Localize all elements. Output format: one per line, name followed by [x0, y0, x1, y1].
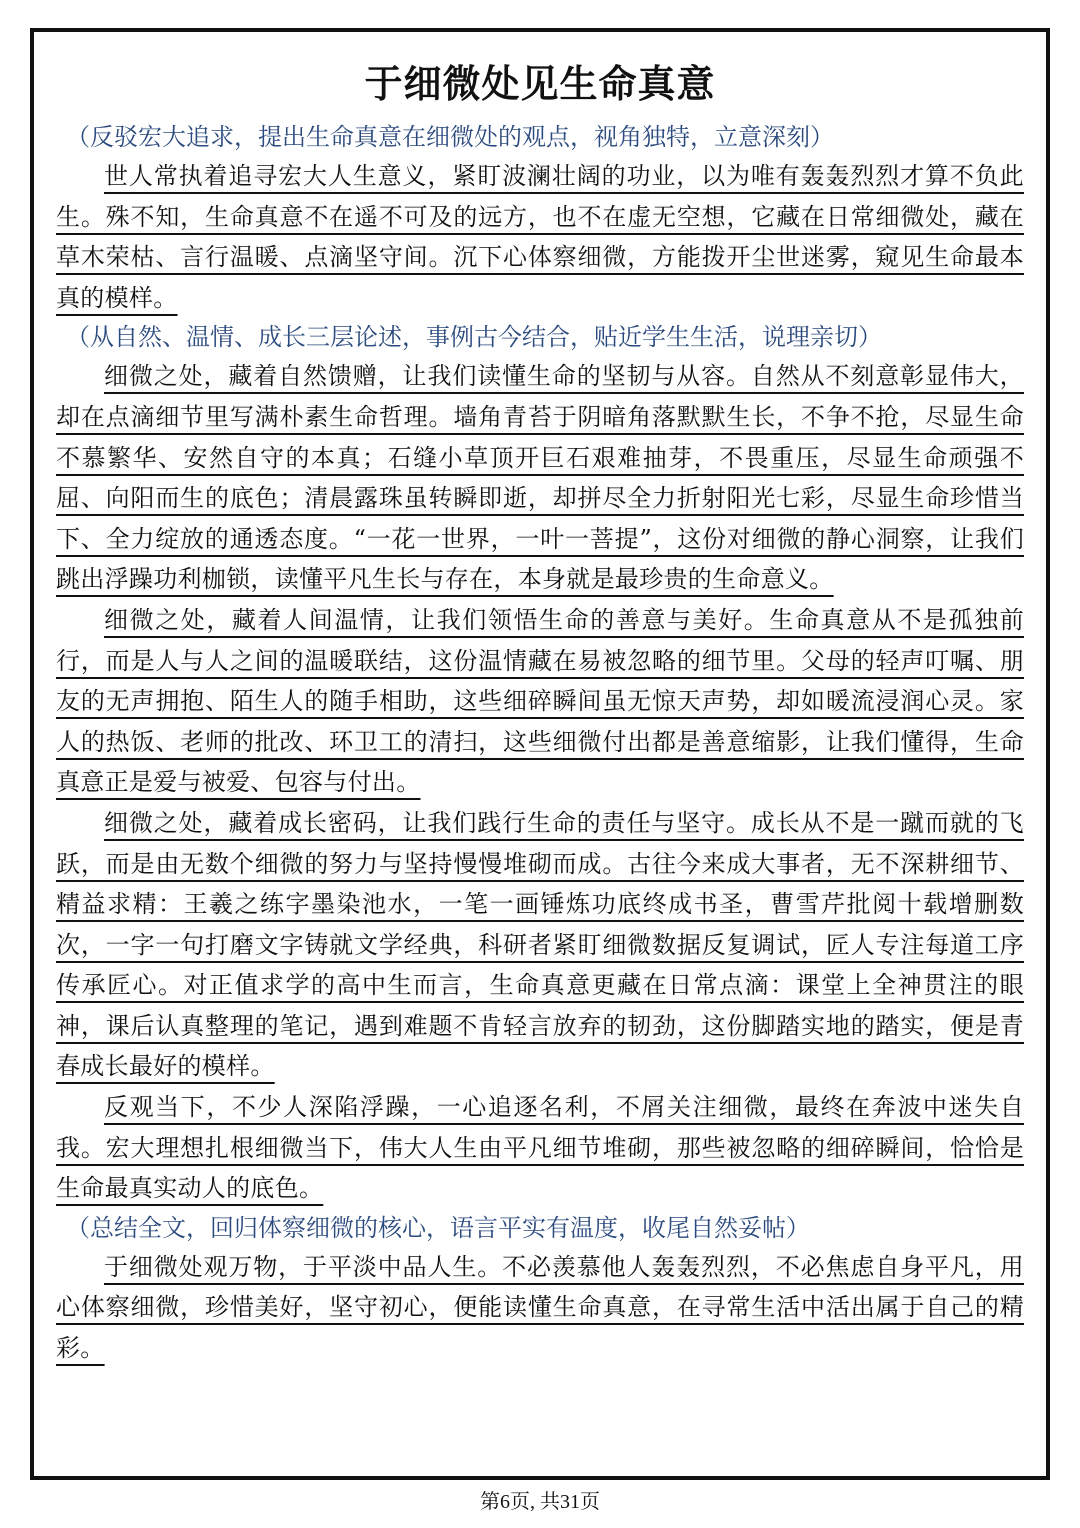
essay-paragraph: [56, 803, 1024, 1087]
essay-paragraph: [56, 1087, 1024, 1209]
essay-paragraph: [56, 356, 1024, 600]
annotation-note: （反驳宏大追求，提出生命真意在细微处的观点，视角独特，立意深刻）: [66, 123, 834, 151]
essay-paragraph: [56, 600, 1024, 803]
paragraph-text: 细微之处，藏着自然馈赠，让我们读懂生命的坚韧与从容。自然从不刻意彰显伟大，却在点滴细节里写满朴素生命哲理。墙角青苔于阴暗角落默默生长，不争不抢，尽显生命不慕繁华、安然自守的本真；石缝小草顶开巨石艰难抽芽，不畏重压，尽显生命顽强不屈、向阳而生的底色；清晨露珠虽转瞬即逝，却拼尽全力折射阳光七彩，尽显生命珍惜当下、全力绽放的通透态度。“一花一世界，一叶一菩提”，这份对细微的静心洞察，让我们跳出浮躁功利枷锁，读懂平凡生长与存在，本身就是最珍贵的生命意义。: [56, 362, 1024, 594]
page-frame: [30, 28, 1050, 1480]
paragraph-text: 细微之处，藏着成长密码，让我们践行生命的责任与坚守。成长从不是一蹴而就的飞跃，而是由无数个细微的努力与坚持慢慢堆砌而成。古往今来成大事者，无不深耕细节、精益求精：王羲之练字墨染池水，一笔一画锤炼功底终成书圣，曹雪芹批阅十载增删数次，一字一句打磨文字铸就文学经典，科研者紧盯细微数据反复调试，匠人专注每道工序传承匠心。对正值求学的高中生而言，生命真意更藏在日常点滴：课堂上全神贯注的眼神，课后认真整理的笔记，遇到难题不肯轻言放弃的韧劲，这份脚踏实地的踏实，便是青春成长最好的模样。: [56, 808, 1024, 1081]
essay-paragraph: [56, 156, 1024, 318]
paragraph-text: 于细微处观万物，于平淡中品人生。不必羡慕他人轰轰烈烈，不必焦虑自身平凡，用心体察细微，珍惜美好，坚守初心，便能读懂生命真意，在寻常生活中活出属于自己的精彩。: [56, 1252, 1024, 1363]
annotation-note: （从自然、温情、成长三层论述，事例古今结合，贴近学生生活，说理亲切）: [66, 323, 882, 352]
essay-title: 于细微处见生命真意: [364, 62, 716, 106]
paragraph-text: 反观当下，不少人深陷浮躁，一心追逐名利，不屑关注细微，最终在奔波中迷失自我。宏大理想扎根细微当下，伟大人生由平凡细节堆砌，那些被忽略的细碎瞬间，恰恰是生命最真实动人的底色。: [56, 1093, 1024, 1203]
paragraph-text: 世人常执着追寻宏大人生意义，紧盯波澜壮阔的功业，以为唯有轰轰烈烈才算不负此生。殊不知，生命真意不在遥不可及的远方，也不在虚无空想，它藏在日常细微处，藏在草木荣枯、言行温暖、点滴坚守间。沉下心体察细微，方能拨开尘世迷雾，窥见生命最本真的模样。: [56, 162, 1024, 312]
page-number: 第6页, 共31页: [480, 1491, 600, 1513]
annotation-note: （总结全文，回归体察细微的核心，语言平实有温度，收尾自然妥帖）: [66, 1213, 810, 1242]
paragraph-text: 细微之处，藏着人间温情，让我们领悟生命的善意与美好。生命真意从不是孤独前行，而是人与人之间的温暖联结，这份温情藏在易被忽略的细节里。父母的轻声叮嘱、朋友的无声拥抱、陌生人的随手相助，这些细碎瞬间虽无惊天声势，却如暖流浸润心灵。家人的热饭、老师的批改、环卫工的清扫，这些细微付出都是善意缩影，让我们懂得，生命真意正是爱与被爱、包容与付出。: [56, 605, 1024, 797]
essay-paragraph: [56, 1247, 1024, 1369]
